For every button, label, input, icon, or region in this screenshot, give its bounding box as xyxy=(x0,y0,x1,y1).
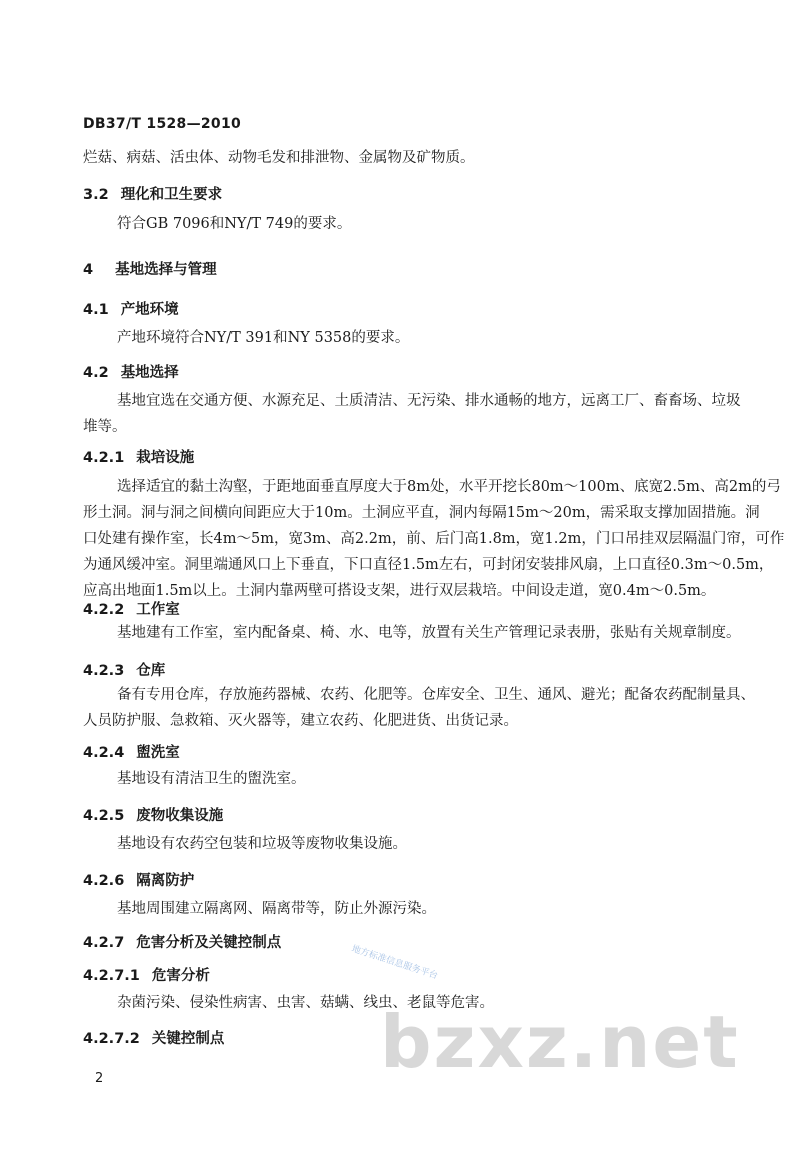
heading-4-2-4: 4.2.4 盥洗室 xyxy=(83,744,180,761)
heading-4-2-3: 4.2.3 仓库 xyxy=(83,662,166,679)
heading-3-2: 3.2 理化和卫生要求 xyxy=(83,186,223,203)
text-4-1: 产地环境符合NY/T 391和NY 5358的要求。 xyxy=(117,330,410,346)
heading-4-2-7-1: 4.2.7.1 危害分析 xyxy=(83,967,210,984)
text-4-2-3: 备有专用仓库，存放施药器械、农药、化肥等。仓库安全、卫生、通风、避光；配备农药配制量具、 人员防护服、急救箱、灭火器等，建立农药、化肥进货、出货记录。 xyxy=(83,687,755,729)
heading-4: 4 基地选择与管理 xyxy=(83,261,217,278)
text-4-2-1: 选择适宜的黏土沟壑，于距地面垂直厚度大于8m处，水平开挖长80m～100m、底宽2.5m、高2m的弓 形土洞。洞与洞之间横向间距应大于10m。土洞应平直，洞内每隔15m～20m，需采取支撑加固措施。洞 口处建有操作室，长4m～5m，宽3m、高2.2m，前、后门高1.8m，宽1.2m，门口吊挂双层隔温门帘，可作 为通风缓冲室。洞里端通风口上下垂直，下口直径1.5m左右，可封闭安装排风扇，上口直径0.3m～0.5m， 应高出地面1.5m以上。土洞内靠两壁可搭设支架，进行双层栽培。中间设走道，宽0.4m～0.5m。 xyxy=(83,479,785,599)
text-4-2: 基地宜选在交通方便、水源充足、土质清洁、无污染、排水通畅的地方，远离工厂、畜畜场、垃圾 堆等。 xyxy=(83,393,741,435)
heading-4-2-6: 4.2.6 隔离防护 xyxy=(83,872,195,889)
text-4-2-5: 基地设有农药空包装和垃圾等废物收集设施。 xyxy=(117,836,407,852)
heading-4-1: 4.1 产地环境 xyxy=(83,301,179,318)
heading-4-2-7-2: 4.2.7.2 关键控制点 xyxy=(83,1030,225,1047)
text-4-2-7-1: 杂菌污染、侵染性病害、虫害、菇螨、线虫、老鼠等危害。 xyxy=(117,995,494,1011)
page-number: 2 xyxy=(95,1071,104,1086)
text-4-2-2: 基地建有工作室，室内配备桌、椅、水、电等，放置有关生产管理记录表册，张贴有关规章制度。 xyxy=(117,625,741,641)
standard-code: DB37/T 1528—2010 xyxy=(83,116,242,132)
heading-4-2-2: 4.2.2 工作室 xyxy=(83,601,180,618)
text-4-2-4: 基地设有清洁卫生的盥洗室。 xyxy=(117,771,306,787)
heading-4-2-5: 4.2.5 废物收集设施 xyxy=(83,807,224,824)
text-3-2: 符合GB 7096和NY/T 749的要求。 xyxy=(117,216,352,232)
text-4-2-6: 基地周围建立隔离网、隔离带等，防止外源污染。 xyxy=(117,901,436,917)
site-watermark: bzxz.net xyxy=(380,1000,740,1084)
intro-continuation: 烂菇、病菇、活虫体、动物毛发和排泄物、金属物及矿物质。 xyxy=(83,150,475,166)
stamp-watermark: 地方标准信息服务平台 xyxy=(350,944,439,982)
heading-4-2: 4.2 基地选择 xyxy=(83,364,179,381)
heading-4-2-1: 4.2.1 栽培设施 xyxy=(83,449,195,466)
heading-4-2-7: 4.2.7 危害分析及关键控制点 xyxy=(83,934,282,951)
